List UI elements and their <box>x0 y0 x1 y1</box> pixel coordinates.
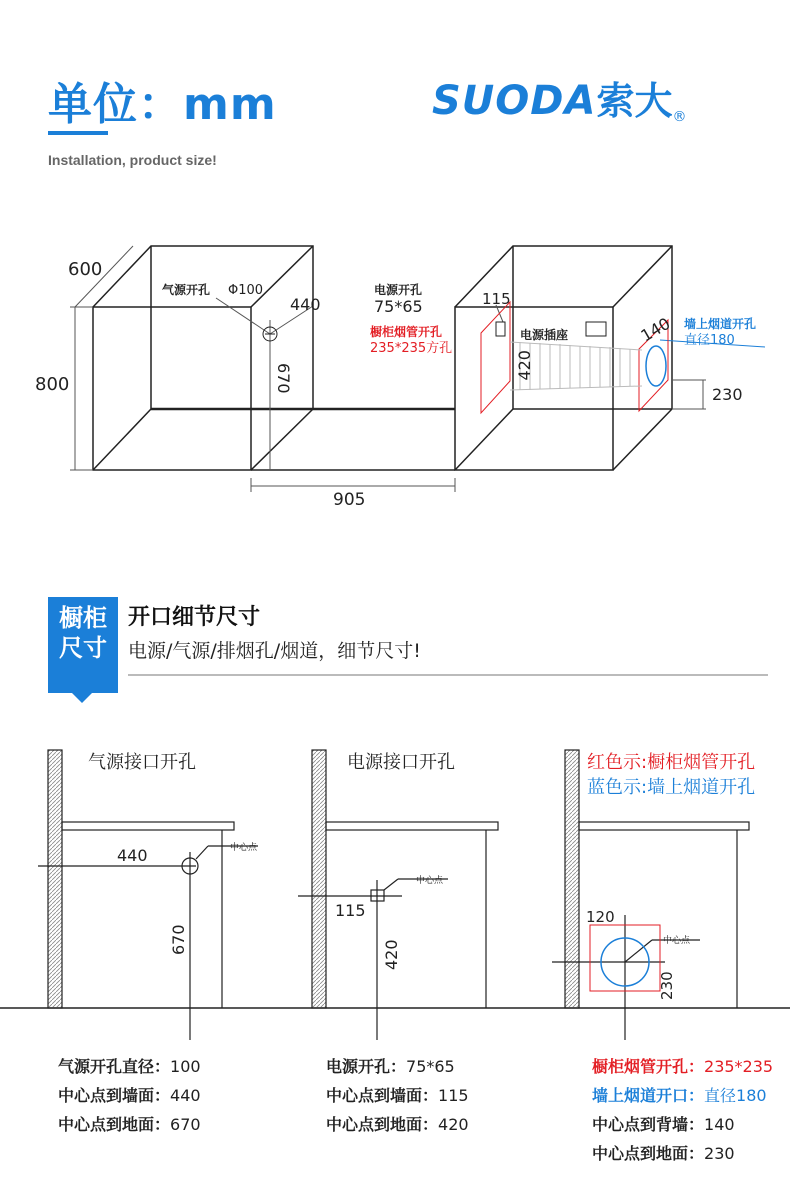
power-center-label: 中心点 <box>416 876 444 886</box>
spec-row: 中心点到地面：230 <box>592 1144 735 1163</box>
power-hole-icon <box>496 322 505 336</box>
dim-905-label: 905 <box>333 490 366 510</box>
wall-flue-hole <box>646 346 666 386</box>
dim-800-label: 800 <box>35 374 70 395</box>
flue-120-dim: 120 <box>586 908 615 926</box>
power-spec-list <box>326 1052 469 1139</box>
spec-row: 中心点到地面：670 <box>58 1115 201 1134</box>
installation-diagram <box>0 230 790 520</box>
brand-logo <box>432 70 686 125</box>
section-badge <box>48 597 118 693</box>
badge-arrow <box>70 691 94 703</box>
flue-counter <box>579 822 749 830</box>
cabinet-pipe-size: 235*235方孔 <box>370 341 453 356</box>
spec-row: 气源开孔直径：100 <box>58 1057 201 1076</box>
power-wall <box>312 750 326 1008</box>
flue-title-red: 红色示:橱柜烟管开孔 <box>587 752 756 773</box>
power-counter <box>326 822 498 830</box>
cabinet-pipe-hole <box>481 302 510 413</box>
gas-spec-list <box>58 1052 201 1139</box>
spec-row: 中心点到地面：420 <box>326 1115 469 1134</box>
gas-440-label: 440 <box>290 295 321 314</box>
flue-title-blue: 蓝色示:墙上烟道开孔 <box>587 777 756 798</box>
power-detail-title: 电源接口开孔 <box>347 752 455 773</box>
registered-mark: ® <box>672 109 687 125</box>
wall-flue-label: 墙上烟道开孔 <box>684 317 757 331</box>
spec-row: 中心点到背墙：140 <box>592 1115 735 1134</box>
flue-center-label: 中心点 <box>663 936 691 946</box>
brand-name-en: SUODA <box>432 78 597 124</box>
wall-140-label: 140 <box>637 313 674 346</box>
badge-line1: 橱柜 <box>59 604 107 632</box>
cabinet-pipe-label: 橱柜烟管开孔 <box>370 325 443 339</box>
wall-flue-size: 直径180 <box>684 333 735 348</box>
flue-spec-list <box>592 1052 773 1168</box>
gas-440-dim: 440 <box>117 846 148 865</box>
socket-icon <box>586 322 606 336</box>
gas-counter <box>62 822 234 830</box>
spec-row: 橱柜烟管开孔：235*235 <box>592 1057 774 1076</box>
socket-label: 电源插座 <box>520 328 569 342</box>
gas-670-dim: 670 <box>169 924 188 955</box>
gas-detail-title: 气源接口开孔 <box>88 752 196 773</box>
install-subtitle: Installation, product size! <box>48 152 217 168</box>
gas-670-label: 670 <box>274 363 293 394</box>
spec-row: 电源开孔：75*65 <box>326 1057 455 1076</box>
flue-230-dim: 230 <box>658 971 676 1000</box>
section-divider <box>128 674 768 676</box>
flue-wall <box>565 750 579 1008</box>
unit-title: 单位：mm <box>48 79 277 130</box>
spec-row: 墙上烟道开口：直径180 <box>592 1086 767 1105</box>
section-title: 开口细节尺寸 <box>128 605 261 630</box>
power-420-label: 420 <box>515 350 534 381</box>
badge-line2: 尺寸 <box>59 634 107 662</box>
gas-hole-label: 气源开孔 <box>162 283 211 297</box>
section-subtitle: 电源/气源/排烟孔/烟道，细节尺寸! <box>128 640 421 662</box>
power-420-dim: 420 <box>382 939 401 970</box>
power-115-label: 115 <box>482 290 511 308</box>
spec-row: 中心点到墙面：440 <box>58 1086 201 1105</box>
gas-center-label: 中心点 <box>230 843 258 853</box>
power-115-dim: 115 <box>335 901 366 920</box>
dim-230-label: 230 <box>712 385 743 404</box>
detail-diagrams <box>0 740 790 1050</box>
gas-hole-dia: Φ100 <box>228 283 264 298</box>
dim-600-label: 600 <box>68 259 103 280</box>
power-hole-size: 75*65 <box>374 297 423 316</box>
title-underline <box>48 131 108 135</box>
spec-row: 中心点到墙面：115 <box>326 1086 469 1105</box>
brand-name-cn: 索大 <box>596 79 673 123</box>
gas-wall <box>48 750 62 1008</box>
power-hole-label: 电源开孔 <box>374 283 423 297</box>
